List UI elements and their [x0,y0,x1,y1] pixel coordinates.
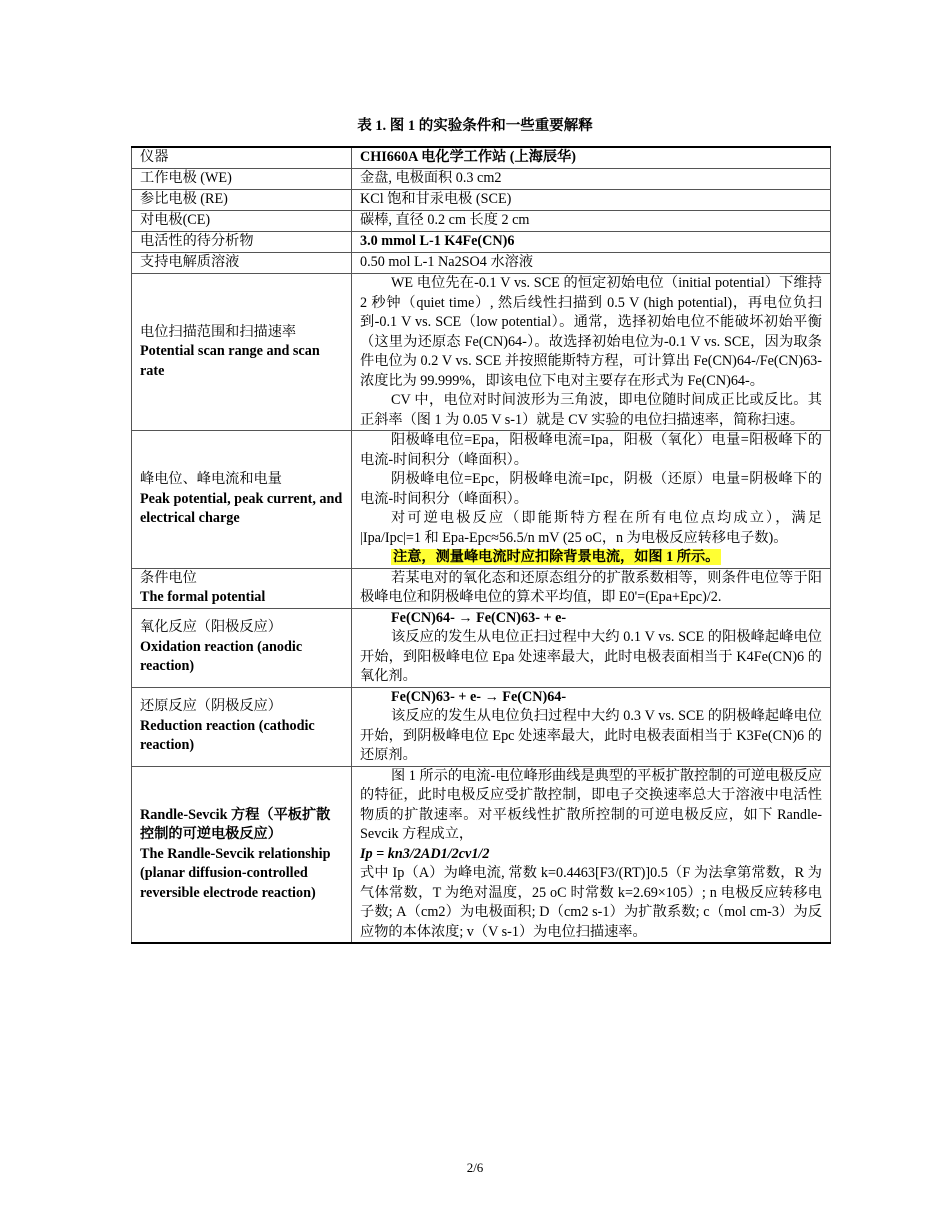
row-value [352,687,831,766]
table-row [132,431,831,569]
table-row [132,274,831,431]
reaction-equation: Fe(CN)63- + e- → Fe(CN)64- [391,688,567,705]
paragraph: 图 1 所示的电流-电位峰形曲线是典型的平板扩散控制的可逆电极反应的特征，此时电极反应受扩散控制，即电子交换速率总大于溶液中电活性物质的扩散速率。对平板线性扩散所控制的可逆电极反应，如下 Randle-Sevcik 方程成立， [360,767,822,842]
row-value: 3.0 mmol L-1 K4Fe(CN)6 [352,232,831,253]
label-cn: 峰电位、峰电流和电量 [140,471,282,487]
paragraph: 若某电对的氧化态和还原态组分的扩散系数相等，则条件电位等于阳极峰电位和阴极峰电位的算术平均值，即 E0'=(Epa+Epc)/2. [360,569,822,605]
row-label: 仪器 [132,147,352,169]
table-row [132,253,831,274]
label-en: The formal potential [140,589,266,605]
paragraph: 阴极峰电位=Epc，阴极峰电流=Ipc，阴极（还原）电量=阴极峰下的电流-时间积分（峰面积）。 [360,471,822,507]
table-row [132,608,831,687]
table-caption: 表 1. 图 1 的实验条件和一些重要解释 [357,118,593,134]
row-value: KCl 饱和甘汞电极 (SCE) [352,190,831,211]
table-row [132,766,831,943]
note-paragraph [360,548,822,568]
row-value [352,274,831,431]
label-en: Oxidation reaction (anodic reaction) [140,638,303,675]
label-en: Peak potential, peak current, and electrical charge [140,490,343,526]
paragraph: 阳极峰电位=Epa，阳极峰电流=Ipa，阳极（氧化）电量=阳极峰下的电流-时间积分（峰面积）。 [360,432,822,468]
table-row [132,568,831,608]
label-cn: 氧化反应（阳极反应） [140,619,282,636]
table-row [132,211,831,232]
paragraph: WE 电位先在-0.1 V vs. SCE 的恒定初始电位（initial potential）下维持 2 秒钟（quiet time）, 然后线性扫描到 0.5 V (high potential)，再电位负扫到-0.1 V vs. SCE（low potential）。通常，选择初始电位不能破坏初始平衡（这里为还原态 Fe(CN)64-）。故选择初始电位为-0.1 V vs. SCE，因为取条件电位为 0.2 V vs. SCE 并按照能斯特方程，可计算出 Fe(CN)64-/Fe(CN)63-浓度比为 99.999%，即该电位下电对主要存在形式为 Fe(CN)64-。 [360,275,822,389]
row-label: 对电极(CE) [132,211,352,232]
label-en: The Randle-Sevcik relationship (planar diffusion-controlled reversible electrode reaction) [140,845,331,901]
page-number: 2/6 [466,1160,484,1175]
paragraph: 该反应的发生从电位负扫过程中大约 0.3 V vs. SCE 的阴极峰起峰电位开始，到阴极峰电位 Epc 处速率最大，此时电极表面相当于 K3Fe(CN)6 的还原剂。 [360,708,822,763]
table-row [132,169,831,190]
label-cn: 还原反应（阴极反应） [140,698,282,715]
row-value [352,568,831,608]
row-label: 参比电极 (RE) [132,190,352,211]
label-cn: 条件电位 [140,569,197,586]
row-label [132,766,352,943]
conditions-table [131,146,831,944]
row-value: CHI660A 电化学工作站 (上海辰华) [352,147,831,169]
row-value [352,766,831,943]
row-label [132,431,352,569]
row-label [132,274,352,431]
reaction-equation: Fe(CN)64- → Fe(CN)63- + e- [391,609,567,626]
row-label: 电活性的待分析物 [132,232,352,253]
row-label: 工作电极 (WE) [132,169,352,190]
row-value [352,431,831,569]
label-en: Reduction reaction (cathodic reaction) [140,717,315,754]
table-row [132,232,831,253]
table-row [132,190,831,211]
row-label [132,687,352,766]
row-label: 支持电解质溶液 [132,253,352,274]
highlight-note: 注意，测量峰电流时应扣除背景电流，如图 1 所示。 [393,549,720,565]
row-label [132,568,352,608]
label-cn: 电位扫描范围和扫描速率 [140,323,297,340]
randles-sevcik-equation: Ip = kn3/2AD1/2cv1/2 [360,845,490,862]
paragraph: 该反应的发生从电位正扫过程中大约 0.1 V vs. SCE 的阳极峰起峰电位开始，到阳极峰电位 Epa 处速率最大，此时电极表面相当于 K4Fe(CN)6 的氧化剂。 [360,629,822,684]
paragraph: CV 中，电位对时间波形为三角波，即电位随时间成正比或反比。其正斜率（图 1 为 0.05 V s-1）就是 CV 实验的电位扫描速率，简称扫速。 [360,392,822,428]
row-value: 0.50 mol L-1 Na2SO4 水溶液 [352,253,831,274]
row-value: 金盘, 电极面积 0.3 cm2 [352,169,831,190]
paragraph: 对可逆电极反应（即能斯特方程在所有电位点均成立），满足 |Ipa/Ipc|=1 和 Epa-Epc≈56.5/n mV (25 oC，n 为电极反应转移电子数)。 [360,510,822,546]
row-value [352,608,831,687]
row-label [132,608,352,687]
row-value: 碳棒, 直径 0.2 cm 长度 2 cm [352,211,831,232]
table-row [132,147,831,169]
paragraph: 式中 Ip（A）为峰电流, 常数 k=0.4463[F3/(RT)]0.5（F 为法拿第常数，R 为气体常数，T 为绝对温度，25 oC 时常数 k=2.69×105）; n 电极反应转移电子数; A（cm2）为电极面积; D（cm2 s-1）为扩散系数; c（mol cm-3）为反应物的本体浓度; v（V s-1）为电位扫描速率。 [360,865,822,940]
table-row [132,687,831,766]
label-cn: Randle-Sevcik 方程（平板扩散控制的可逆电极反应） [140,806,331,842]
label-en: Potential scan range and scan rate [140,343,320,379]
